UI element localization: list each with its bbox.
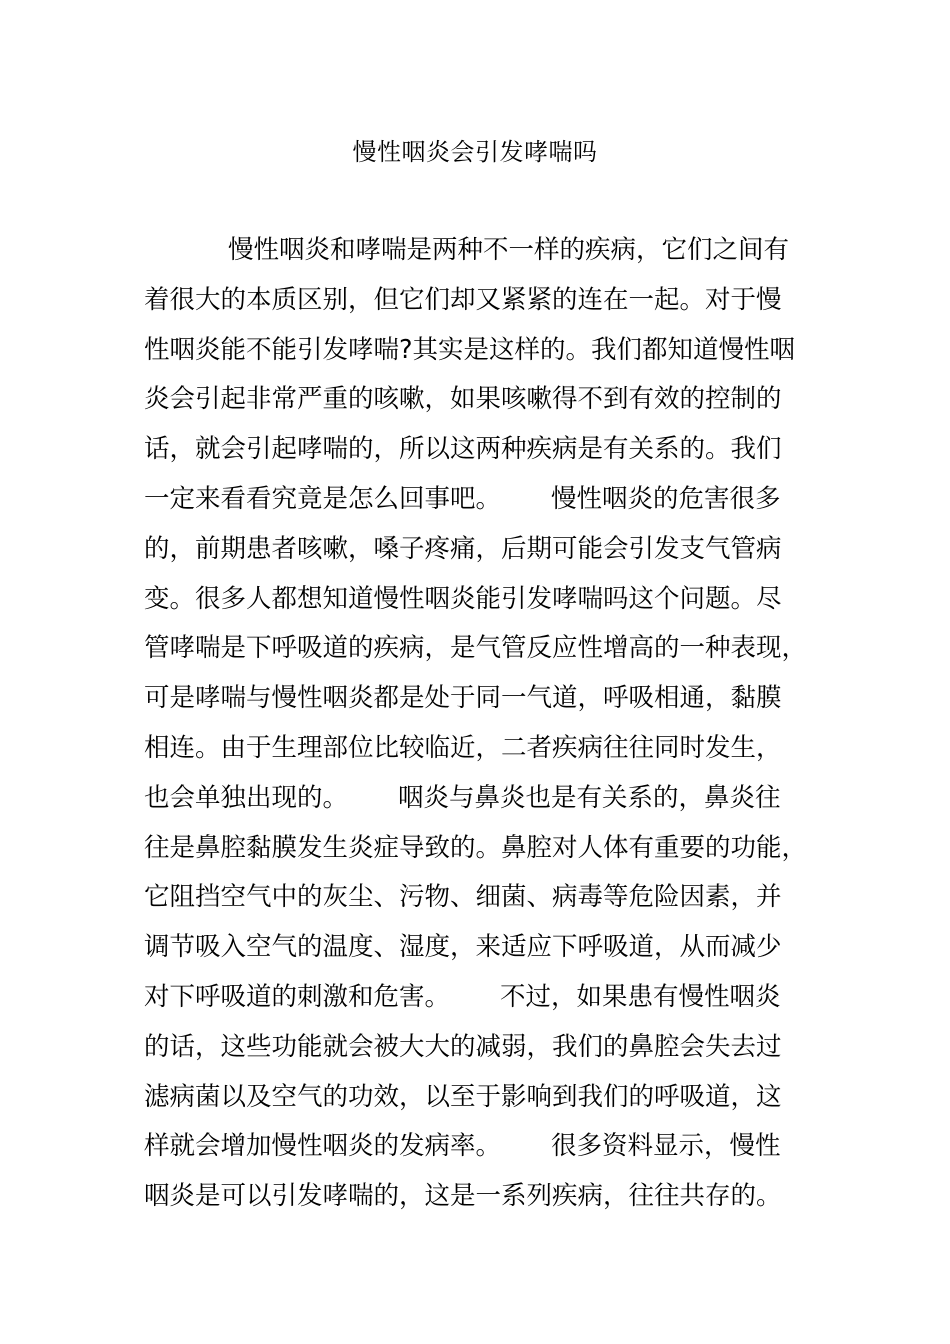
body-text: 调节吸入空气的温度、湿度，来适应下呼吸道，从而减少 [144, 932, 782, 963]
body-text: 慢性咽炎的危害很多 [551, 483, 781, 514]
body-line [144, 824, 806, 874]
body-text: 很多资料显示，慢性 [551, 1131, 781, 1162]
body-text: 咽炎与鼻炎也是有关系的，鼻炎往 [398, 782, 781, 813]
body-line [144, 1172, 806, 1222]
document-body [144, 226, 806, 1222]
body-text: 也会单独出现的。 [144, 782, 349, 813]
body-line [144, 326, 806, 376]
body-line [144, 674, 806, 724]
body-text: 变。很多人都想知道慢性咽炎能引发哮喘吗这个问题。尽 [144, 583, 782, 614]
body-text: 往是鼻腔黏膜发生炎症导致的。鼻腔对人体有重要的功能， [144, 832, 808, 863]
body-text: 可是哮喘与慢性咽炎都是处于同一气道，呼吸相通，黏膜 [144, 683, 782, 714]
body-line [144, 525, 806, 575]
body-text: 话，就会引起哮喘的，所以这两种疾病是有关系的。我们 [144, 434, 782, 465]
body-text: 一定来看看究竟是怎么回事吧。 [144, 483, 502, 514]
body-text: 的话，这些功能就会被大大的减弱，我们的鼻腔会失去过 [144, 1031, 782, 1062]
body-text: 的，前期患者咳嗽，嗓子疼痛，后期可能会引发支气管病 [144, 533, 782, 564]
body-line [144, 923, 806, 973]
body-text: 不过，如果患有慢性咽炎 [500, 981, 781, 1012]
body-line [144, 1073, 806, 1123]
body-line [144, 1122, 806, 1172]
body-text: 管哮喘是下呼吸道的疾病，是气管反应性增高的一种表现， [144, 633, 808, 664]
body-line [144, 973, 806, 1023]
body-line [144, 575, 806, 625]
body-line [144, 375, 806, 425]
body-line [144, 624, 806, 674]
body-text: 滤病菌以及空气的功效，以至于影响到我们的呼吸道，这 [144, 1081, 782, 1112]
body-line [144, 774, 806, 824]
body-text: 炎会引起非常严重的咳嗽，如果咳嗽得不到有效的控制的 [144, 384, 782, 415]
body-line [144, 226, 806, 276]
body-text: 性咽炎能不能引发哮喘?其实是这样的。我们都知道慢性咽 [144, 334, 796, 365]
body-text: 咽炎是可以引发哮喘的，这是一系列疾病，往往共存的。 [144, 1181, 782, 1212]
document-title: 慢性咽炎会引发哮喘吗 [352, 138, 598, 166]
body-text: 它阻挡空气中的灰尘、污物、细菌、病毒等危险因素，并 [144, 882, 782, 913]
body-text: 着很大的本质区别，但它们却又紧紧的连在一起。对于慢 [144, 284, 782, 315]
body-line [144, 425, 806, 475]
body-text: 慢性咽炎和哮喘是两种不一样的疾病，它们之间有 [228, 235, 790, 265]
body-line [144, 724, 806, 774]
body-text: 相连。由于生理部位比较临近，二者疾病往往同时发生， [144, 732, 782, 763]
body-line [144, 276, 806, 326]
body-line [144, 873, 806, 923]
body-text: 对下呼吸道的刺激和危害。 [144, 981, 451, 1012]
body-line [144, 475, 806, 525]
body-text: 样就会增加慢性咽炎的发病率。 [144, 1131, 502, 1162]
body-line [144, 1023, 806, 1073]
